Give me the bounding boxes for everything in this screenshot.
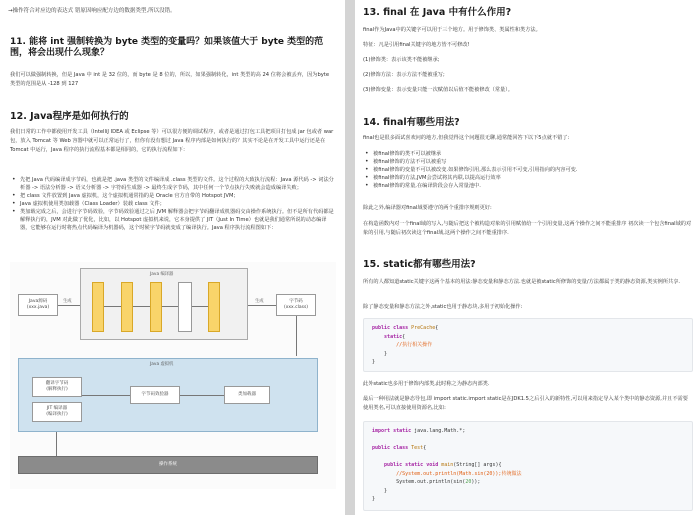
source-file-label: Java源码 (xxx.java) [26,299,50,310]
code-line: } [372,487,388,494]
list-item: • 被final修饰的方法不可以被重写 [363,158,693,166]
loader-box [224,386,270,404]
q15-p4: 最后一种用法就是静态导包,即 import static.import static是在JDK1.5之后引入的新特性,可以用来指定导入某个类中的静态资源,并且不需要使用类名,可以直接使用资源名,比如: [363,396,688,411]
code-block-static [363,318,693,372]
document-page-right [355,0,700,515]
source-file-box [18,294,58,316]
q14-extra-1: 除此之外,编译器对final域要遵守的两个重排序规则更好: [363,205,492,211]
stage-parser [121,282,133,332]
generate-label: 生成 [255,299,264,304]
code-line [372,436,684,445]
q13-item-1: (1)修饰类：表示该类不能被继承; [363,57,440,63]
q13-item-3: (3)修饰变量：表示变量只能一次赋值以后值不能被修改（常量）。 [363,87,513,93]
code-line: public class Test{ [372,445,427,451]
q14-intro: final也是很多面试喜欢问的地方,但我觉得这个问题很无聊,通常能回答下以下5点就不错了: [363,135,570,141]
arrow-line [180,395,224,396]
code-block-import-static [363,421,693,511]
compiler-title: Java 编译器 [150,272,174,277]
verifier-label: 字节码效验器 [141,392,169,397]
stage-semantic [150,282,162,332]
arrow-line [248,305,276,306]
interpreter-box [32,377,82,397]
arrow-line [56,432,57,456]
q13-intro: final作为Java中的关键字可以用于三个地方。用于修饰类、类属性和类方法。 [363,27,541,33]
q13-item-2: (2)修饰方法：表示方法不能被重写; [363,72,445,78]
os-label: 操作系统 [159,462,177,467]
q15-p3: 此外static也多用于修饰内部类,此时称之为静态内部类. [363,381,490,387]
heading-q12: 12. Java程序是如何执行的 [10,111,129,122]
list-item: • 类加载完成之后，会进行字节码效验，字节码效验通过之后 JVM 解释器会把字节码翻译成机器码交由操作系统执行。但不是所有代码都是解释执行的，JVM 对此做了优化，比如，以 Hotspot 虚拟机来说，它本身提供了 JIT（Just In Time）也就是我们通常所说的动态编译器，它能够在运行时将热点代码编译为机器码，这个时候字节码就变成了编译执行。Java 程序执行流程图如下： [10,208,335,232]
q15-p1: 所有的人都知道static关键字这两个基本的用法:静态变量和静态方法.也就是被static所修饰的变量/方法都属于类的静态资源,类实例所共享. [363,279,681,285]
heading-q14: 14. final有哪些用法? [363,117,460,128]
jvm-title: Java 虚拟机 [150,362,174,367]
list-item: • 被final修饰的类不可以被继承 [363,150,693,158]
heading-q13: 13. final 在 Java 中有什么作用? [363,7,512,18]
code-line: static{ [384,333,406,340]
loader-label: 类加载器 [238,392,256,397]
jit-box [32,402,82,422]
arrow-line [296,316,297,356]
heading-q11: 11. 能将 int 强制转换为 byte 类型的变量吗？如果该值大于 byte 类型的范围，将会出现什么现象？ [10,37,324,58]
stage-generator [178,282,192,332]
code-line: } [372,359,376,365]
arrow-line [192,306,208,307]
arrow-line [82,395,130,396]
q14-list [363,150,693,190]
interpreter-label: 翻译字节码 (解释执行) [45,381,69,392]
code-line: import static java.lang.Math.*; [372,428,466,434]
os-box [18,456,318,474]
document-page-left [0,0,345,515]
arrow-line [104,306,121,307]
list-item: • 被final修饰的变量不可以被改变.如果修饰引用,那么表示引用不可变,引用指向的内容可变. [363,166,693,174]
top-note: →操作符合对应边的表达式 错原因响应配方边的数据类型,所以没错。 [8,8,176,14]
stage-extra [208,282,220,332]
page-gap [345,0,355,515]
stage-lexer [92,282,104,332]
compiler-frame [80,268,248,340]
list-item: • 被final修饰的方法,JVM会尝试将其内联,以提高运行效率 [363,174,693,182]
code-line: System.out.println(sin(20)); [372,479,481,485]
arrow-line [58,305,80,306]
q14-extra-2: 在构造函数内对一个final域的写入,与随后把这个被构造对象的引用赋值给一个引用变量,这两个操作之间不能重排序 初次读一个包含final域的对象的引用,与随后初次读这个final域,这两个操作之间不能重排序. [363,221,692,236]
code-line [372,453,684,462]
arrow-line [133,306,150,307]
list-item: • 把 class 文件放置到 Java 虚拟机，这个虚拟机通常指的是 Oracle 官方自带的 Hotspot JVM； [10,192,335,200]
code-line: } [372,350,388,357]
q13-feature: 特征：凡是引用final关键字的地方皆不可修改! [363,42,470,48]
verifier-box [130,386,180,404]
list-item: • Java 虚拟机使用类加载器（Class Loader）装载 class 文件； [10,200,335,208]
q12-step-list [10,176,335,232]
code-line: } [372,496,376,502]
code-line: //System.out.println(Math.sin(20));传统做法 [372,470,522,477]
bytecode-box [276,294,316,316]
code-line: public static void main(String[] args){ [384,462,502,468]
arrow-line [162,306,178,307]
code-line: //执行相关操作 [372,342,433,348]
heading-q15: 15. static都有哪些用法? [363,259,476,270]
jit-label: JIT 编译器 (编译执行) [46,406,68,417]
list-item: • 先把 Java 代码编译成字节码，也就是把 .java 类型的文件编译成 .class 类型的文件。这个过程的大致执行流程：Java 源代码 -> 词法分析器 -> 语法分析器 -> 语义分析器 -> 字符码生成器 -> 最终生成字节码，其中任何一个节点执行失败就会造成编译失败； [10,176,335,192]
q15-p2: 除了静态变量和静态方法之外,static也用于静态块,多用于初始化操作: [363,304,523,310]
code-line: public class PreCache{ [372,325,439,331]
q11-answer: 我们可以做强制转换，但是 Java 中 int 是 32 位的，而 byte 是 8 位的，所以，如果强制转化，int 类型的高 24 位将会被丢弃，因为byte 类型的范围是从 -128 到 127 [10,72,330,87]
java-execution-diagram [10,262,336,489]
bytecode-label: 字节码 (xxx.class) [283,299,309,310]
q12-intro: 我们日常的工作中都使用开发工具（IntelliJ IDEA 或 Eclipse 等）可以很方便的调试程序，或者是通过打包工具把项目打包成 jar 包或者 war 包，放入 Tomcat 等 Web 容器中就可以正常运行了，但你有没有想过 Java 程序内部是如何执行的？其实不论是在开发工具中运行还是在 Tomcat 中运行，Java 程序的执行流程基本都是相同的，它的执行流程如下： [10,129,334,153]
generate-label: 生成 [63,299,72,304]
list-item: • 被final修饰的常量,在编译阶段会存入常量池中. [363,182,693,190]
